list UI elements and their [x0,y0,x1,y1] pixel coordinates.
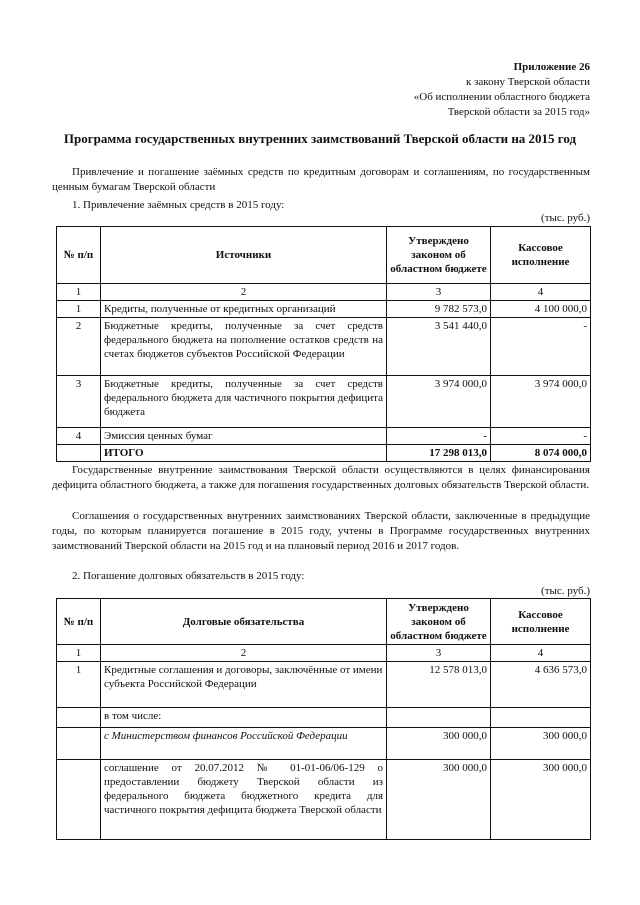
document-title: Программа государственных внутренних заимствований Тверской области на 2015 год [63,131,577,146]
header-actual: Кассовое исполнение [491,599,591,645]
table-header-row [57,599,591,645]
total-label: ИТОГО [101,445,387,462]
appendix-block [414,60,590,120]
header-approved: Утверждено законом об областном бюджете [387,599,491,645]
row-actual: 4 100 000,0 [491,301,591,318]
colnum-3: 3 [387,645,491,662]
row-approved: 300 000,0 [387,728,491,760]
header-actual: Кассовое исполнение [491,227,591,284]
header-num: № п/п [57,599,101,645]
table-row [57,301,591,318]
section1-heading: 1. Привлечение заёмных средств в 2015 году: [72,199,285,211]
header-num: № п/п [57,227,101,284]
colnum-2: 2 [101,284,387,301]
borrowing-table [56,226,591,462]
row-name: Кредитные соглашения и договоры, заключённые от имени субъекта Российской Федерации [101,662,387,708]
row-approved: 9 782 573,0 [387,301,491,318]
agreements-paragraph: Соглашения о государственных внутренних заимствованиях Тверской области, заключенные в предыдущие годы, по которым планируется погашение в 2015 году, учтены в Программе государственных внутренних заимствований Тверской области на 2015 год и на плановый период 2016 и 2017 годов. [52,510,590,552]
table-row [57,662,591,708]
row-approved: 300 000,0 [387,760,491,840]
row-num [57,708,101,728]
section1-unit: (тыс. руб.) [541,212,590,224]
total-actual: 8 074 000,0 [491,445,591,462]
including-label: в том числе: [101,708,387,728]
intro-paragraph: Привлечение и погашение заёмных средств по кредитным договорам и соглашениям, по государственным ценным бумагам Тверской области [52,166,590,193]
total-row [57,445,591,462]
table-row [57,760,591,840]
row-num: 2 [57,318,101,376]
header-approved: Утверждено законом об областном бюджете [387,227,491,284]
row-name: Эмиссия ценных бумаг [101,428,387,445]
row-num: 4 [57,428,101,445]
appendix-law-title: «Об исполнении областного бюджета [413,91,590,103]
colnum-1: 1 [57,645,101,662]
colnum-3: 3 [387,284,491,301]
row-num: 1 [57,301,101,318]
repayment-table [56,598,591,840]
row-num: 3 [57,376,101,428]
table-row [57,376,591,428]
table-row [57,708,591,728]
row-num: 1 [57,662,101,708]
table-row [57,728,591,760]
colnum-4: 4 [491,645,591,662]
appendix-number: Приложение 26 [513,61,590,73]
header-sources: Источники [101,227,387,284]
row-approved: 3 541 440,0 [387,318,491,376]
purpose-paragraph: Государственные внутренние заимствования Тверской области осуществляются в целях финансирования дефицита областного бюджета, а также для погашения государственных долговых обязательств Тверской области. [52,464,590,491]
row-num [57,728,101,760]
row-approved: 3 974 000,0 [387,376,491,428]
appendix-law: к закону Тверской области [465,76,590,88]
row-actual: 300 000,0 [491,760,591,840]
table-row [57,428,591,445]
row-name: Бюджетные кредиты, полученные за счет средств федерального бюджета на пополнение остатков средств на счетах бюджетов субъектов Российской Федерации [101,318,387,376]
table-row [57,318,591,376]
colnum-2: 2 [101,645,387,662]
row-name: с Министерством финансов Российской Федерации [101,728,387,760]
appendix-law-title-cont: Тверской области за 2015 год» [447,106,590,118]
row-name: соглашение от 20.07.2012 № 01-01-06/06-129 о предоставлении бюджету Тверской области из федерального бюджета бюджетного кредита для частичного покрытия дефицита бюджета Тверской области [101,760,387,840]
row-approved [387,708,491,728]
table-header-row [57,227,591,284]
section2-heading: 2. Погашение долговых обязательств в 2015 году: [72,570,305,582]
row-actual [491,708,591,728]
header-obligations: Долговые обязательства [101,599,387,645]
row-actual: - [491,318,591,376]
row-actual: - [491,428,591,445]
total-approved: 17 298 013,0 [387,445,491,462]
column-number-row [57,284,591,301]
column-number-row [57,645,591,662]
row-approved: 12 578 013,0 [387,662,491,708]
row-actual: 3 974 000,0 [491,376,591,428]
row-name: Бюджетные кредиты, полученные за счет средств федерального бюджета для частичного покрытия дефицита бюджета [101,376,387,428]
row-num [57,760,101,840]
row-actual: 300 000,0 [491,728,591,760]
row-actual: 4 636 573,0 [491,662,591,708]
row-name: Кредиты, полученные от кредитных организаций [101,301,387,318]
colnum-1: 1 [57,284,101,301]
section2-unit: (тыс. руб.) [541,585,590,597]
row-approved: - [387,428,491,445]
total-num [57,445,101,462]
colnum-4: 4 [491,284,591,301]
